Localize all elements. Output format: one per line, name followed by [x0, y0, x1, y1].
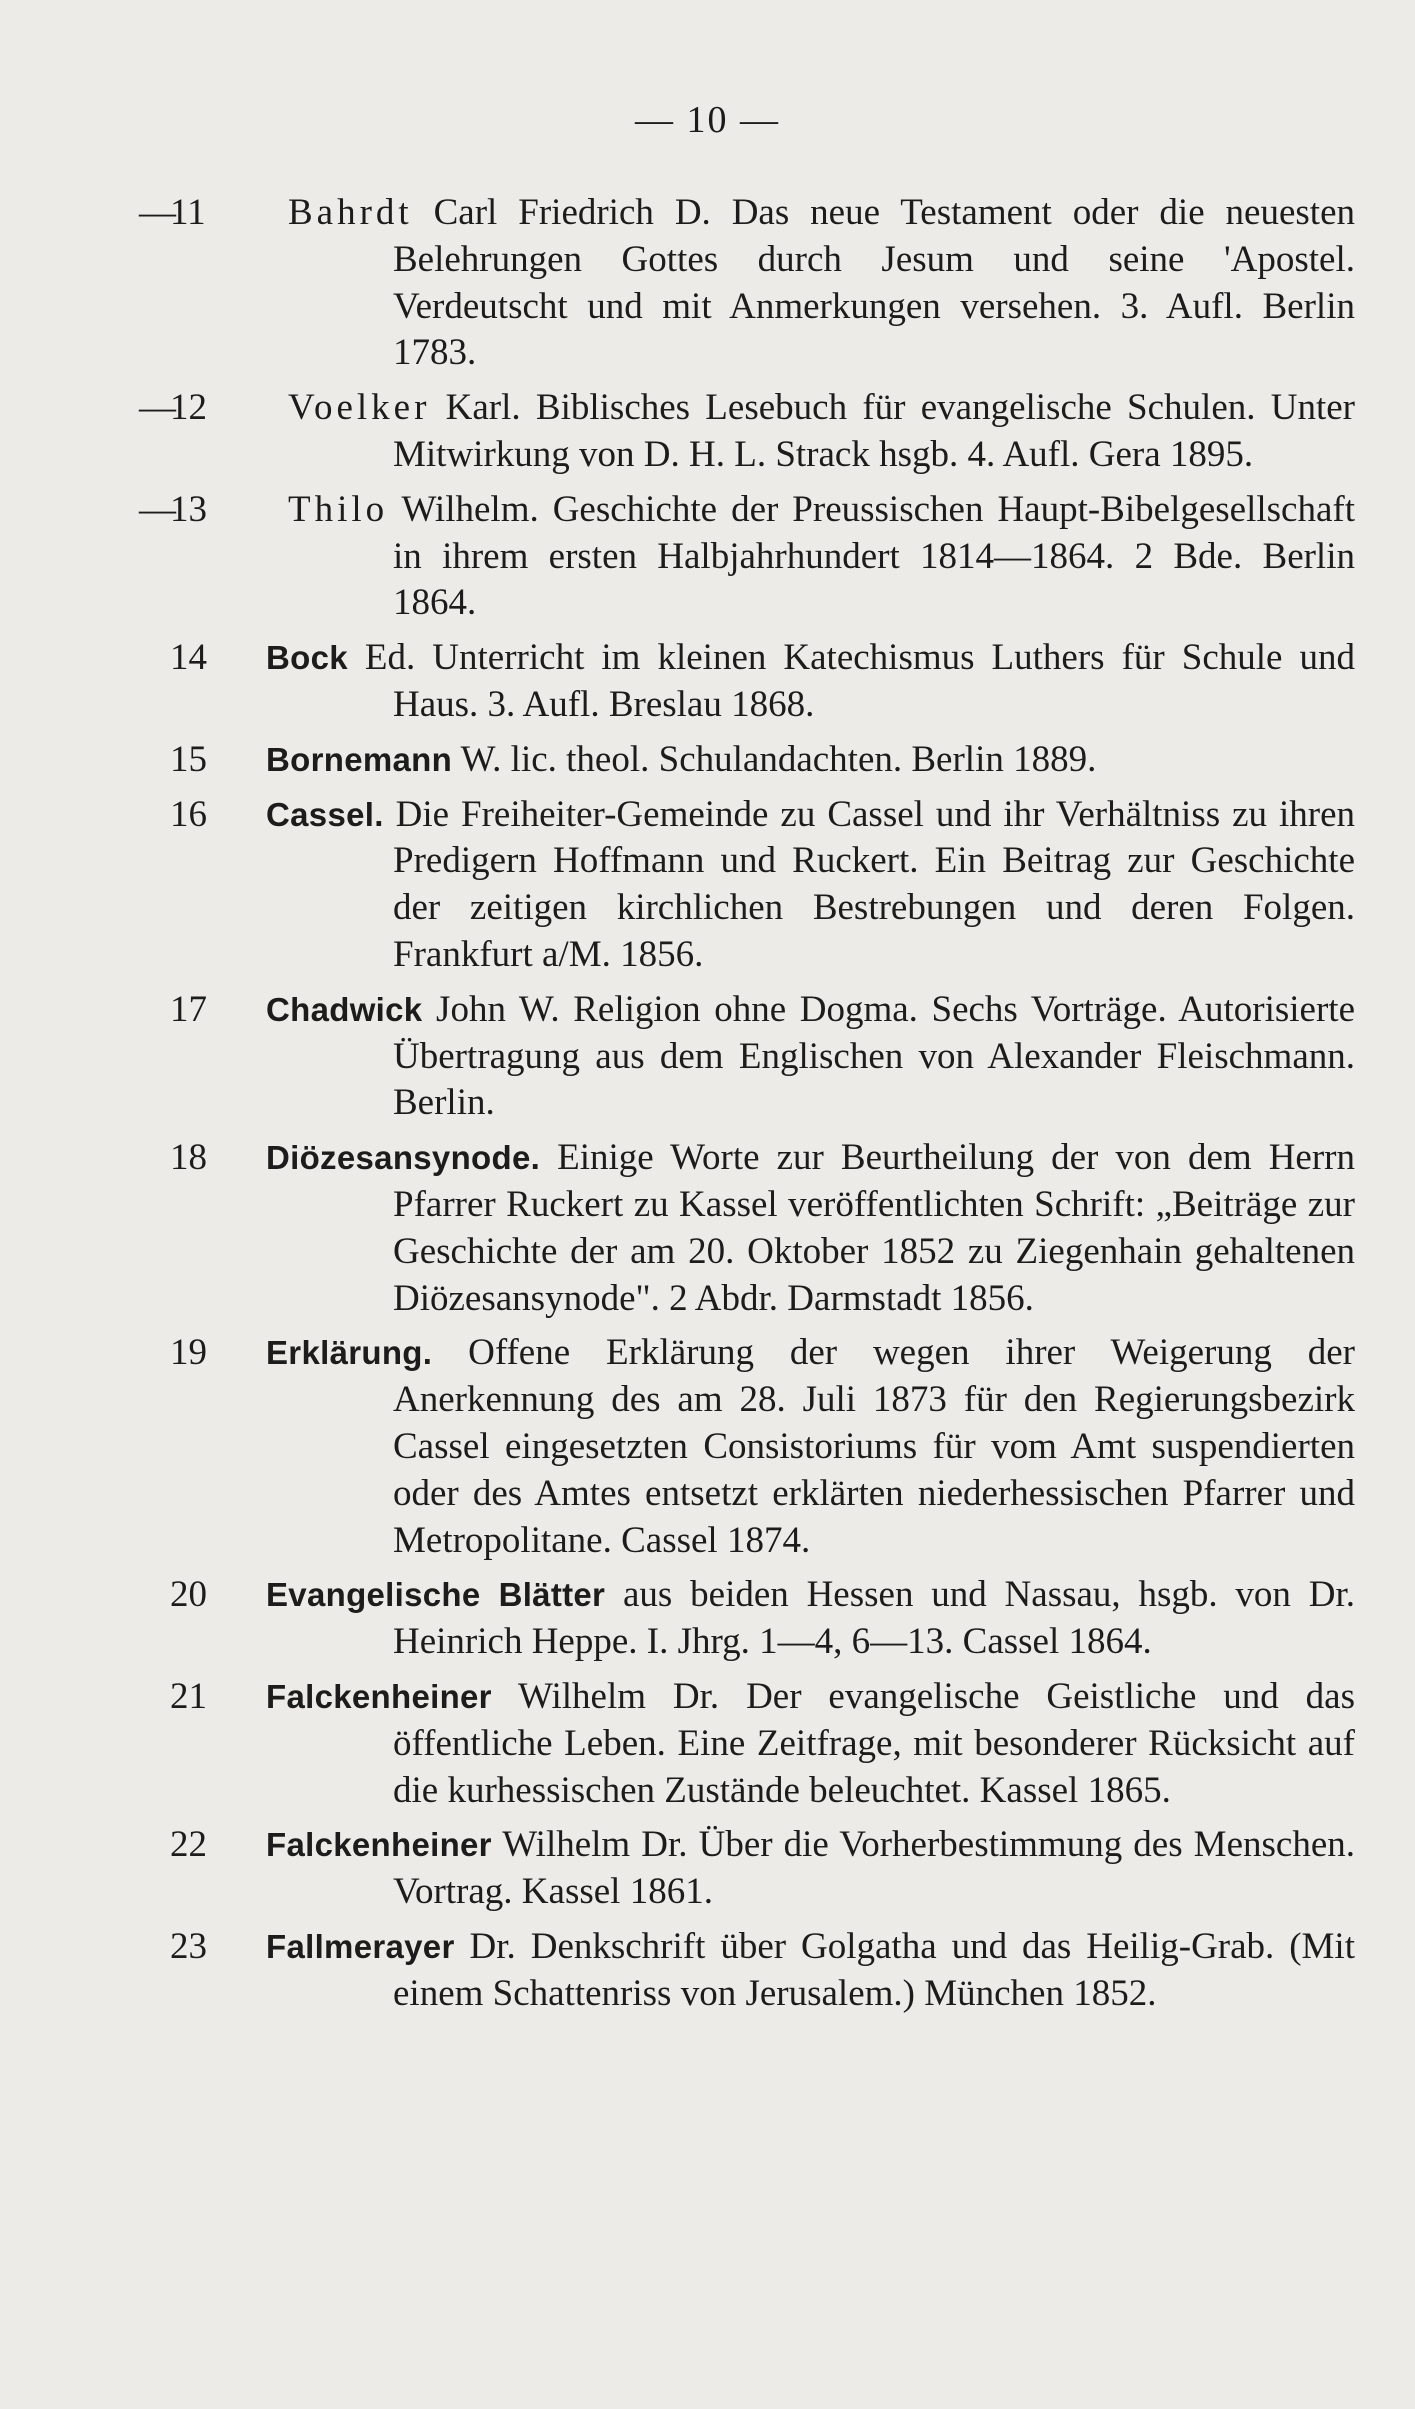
catalog-entry	[0, 385, 1415, 479]
entry-author: Bornemann	[266, 740, 453, 778]
entry-text: Ed. Unterricht im kleinen Katechismus Luthers für Schule und Haus. 3. Aufl. Breslau 1868.	[347, 637, 1355, 725]
entry-number: 16	[170, 793, 207, 835]
catalog-entry	[0, 1135, 1415, 1322]
entry-body: — Thilo Wilhelm. Geschichte der Preussischen Haupt-Bibelgesellschaft in ihrem ersten Halbjahrhundert 1814—1864. 2 Bde. Berlin 1864.	[139, 488, 1355, 624]
entry-body	[266, 1822, 1355, 1916]
catalog-entry	[0, 1924, 1415, 2018]
catalog-entry	[0, 635, 1415, 729]
entry-body	[266, 635, 1355, 729]
catalog-entry	[0, 487, 1415, 627]
entry-number: 17	[170, 988, 207, 1030]
entry-number: 22	[170, 1824, 207, 1866]
entry-list	[0, 190, 1415, 2025]
entry-author: Falckenheiner	[266, 1826, 492, 1864]
entry-author: Voelker	[288, 387, 431, 429]
entry-number: 11	[170, 192, 206, 233]
entry-body: — Bahrdt Carl Friedrich D. Das neue Testament oder die neuesten Belehrungen Gottes durch Jesum und seine 'Apostel. Verdeutscht und mit Anmerkungen versehen. 3. Aufl. Berlin 1783.	[139, 192, 1355, 374]
catalog-entry	[0, 1822, 1415, 1916]
entry-author: Chadwick	[266, 990, 423, 1028]
entry-body	[266, 1572, 1355, 1666]
entry-body	[266, 1924, 1355, 2018]
entry-author: Diözesansynode.	[266, 1139, 541, 1177]
entry-body	[266, 987, 1355, 1127]
entry-text: John W. Religion ohne Dogma. Sechs Vorträge. Autorisierte Übertragung aus dem Englischen von Alexander Fleischmann. Berlin.	[393, 988, 1355, 1124]
entry-body	[266, 1135, 1355, 1322]
entry-author: Cassel.	[266, 795, 384, 833]
entry-text: Einige Worte zur Beurtheilung der von dem Herrn Pfarrer Ruckert zu Kassel veröffentlichten Schrift: „Beiträge zur Geschichte der am 20. Oktober 1852 zu Ziegenhain gehaltenen Diözesansynode". 2 Abdr. Darmstadt 1856.	[393, 1137, 1355, 1319]
entry-number: 13	[170, 488, 207, 530]
entry-text: Offene Erklärung der wegen ihrer Weigerung der Anerkennung des am 28. Juli 1873 für den Regierungsbezirk Cassel eingesetzten Consistoriums für vom Amt suspendierten oder des Amtes entsetzt erklärten niederhessischen Pfarrer und Metropolitane. Cassel 1874.	[393, 1332, 1355, 1561]
entry-author: Bock	[266, 639, 348, 677]
entry-text: Wilhelm Dr. Der evangelische Geistliche und das öffentliche Leben. Eine Zeitfrage, mit besonderer Rücksicht auf die kurhessischen Zustände beleuchtet. Kassel 1865.	[393, 1675, 1355, 1811]
entry-number: 15	[170, 738, 207, 780]
catalog-entry	[0, 1572, 1415, 1666]
entry-body	[266, 1330, 1355, 1564]
entry-text: W. lic. theol. Schulandachten. Berlin 1889.	[452, 738, 1097, 780]
entry-text: Wilhelm Dr. Über die Vorherbestimmung des Menschen. Vortrag. Kassel 1861.	[393, 1824, 1355, 1913]
entry-text: Wilhelm. Geschichte der Preussischen Haupt-Bibelgesellschaft in ihrem ersten Halbjahrhundert 1814—1864. 2 Bde. Berlin 1864.	[388, 488, 1355, 624]
catalog-entry	[0, 792, 1415, 979]
entry-author: Erklärung.	[266, 1334, 433, 1372]
entry-body	[266, 792, 1355, 979]
entry-number: 21	[170, 1675, 207, 1717]
page-number: — 10 —	[635, 99, 780, 141]
entry-number: 19	[170, 1332, 207, 1374]
catalog-entry	[0, 1674, 1415, 1814]
catalog-entry	[0, 737, 1415, 784]
entry-text: Die Freiheiter-Gemeinde zu Cassel und ihr Verhältniss zu ihren Predigern Hoffmann und Ruckert. Ein Beitrag zur Geschichte der zeitigen kirchlichen Bestrebungen und deren Folgen. Frankfurt a/M. 1856.	[383, 793, 1355, 975]
entry-number: 20	[170, 1574, 207, 1616]
catalog-entry	[0, 1330, 1415, 1564]
entry-body	[266, 1674, 1355, 1814]
catalog-entry	[0, 190, 1415, 377]
entry-text: Karl. Biblisches Lesebuch für evangelische Schulen. Unter Mitwirkung von D. H. L. Strack hsgb. 4. Aufl. Gera 1895.	[393, 387, 1355, 475]
entry-author: Thilo	[288, 488, 389, 530]
entry-body	[266, 737, 1355, 784]
entry-author: Bahrdt	[288, 192, 413, 233]
entry-number: 18	[170, 1137, 207, 1179]
entry-text: Dr. Denkschrift über Golgatha und das Heilig-Grab. (Mit einem Schattenriss von Jerusalem.) München 1852.	[393, 1925, 1355, 2014]
entry-author: Evangelische Blätter	[266, 1576, 606, 1614]
entry-number: 23	[170, 1925, 207, 1967]
catalog-entry	[0, 987, 1415, 1127]
entry-text: aus beiden Hessen und Nassau, hsgb. von Dr. Heinrich Heppe. I. Jhrg. 1—4, 6—13. Cassel 1864.	[393, 1574, 1355, 1663]
entry-number: 14	[170, 637, 207, 679]
entry-body: — Voelker Karl. Biblisches Lesebuch für evangelische Schulen. Unter Mitwirkung von D. H. L. Strack hsgb. 4. Aufl. Gera 1895.	[139, 387, 1355, 475]
entry-author: Fallmerayer	[266, 1927, 455, 1965]
entry-text: Carl Friedrich D. Das neue Testament oder die neuesten Belehrungen Gottes durch Jesum und seine 'Apostel. Verdeutscht und mit Anmerkungen versehen. 3. Aufl. Berlin 1783.	[393, 192, 1355, 374]
entry-author: Falckenheiner	[266, 1677, 492, 1715]
entry-number: 12	[170, 387, 207, 429]
